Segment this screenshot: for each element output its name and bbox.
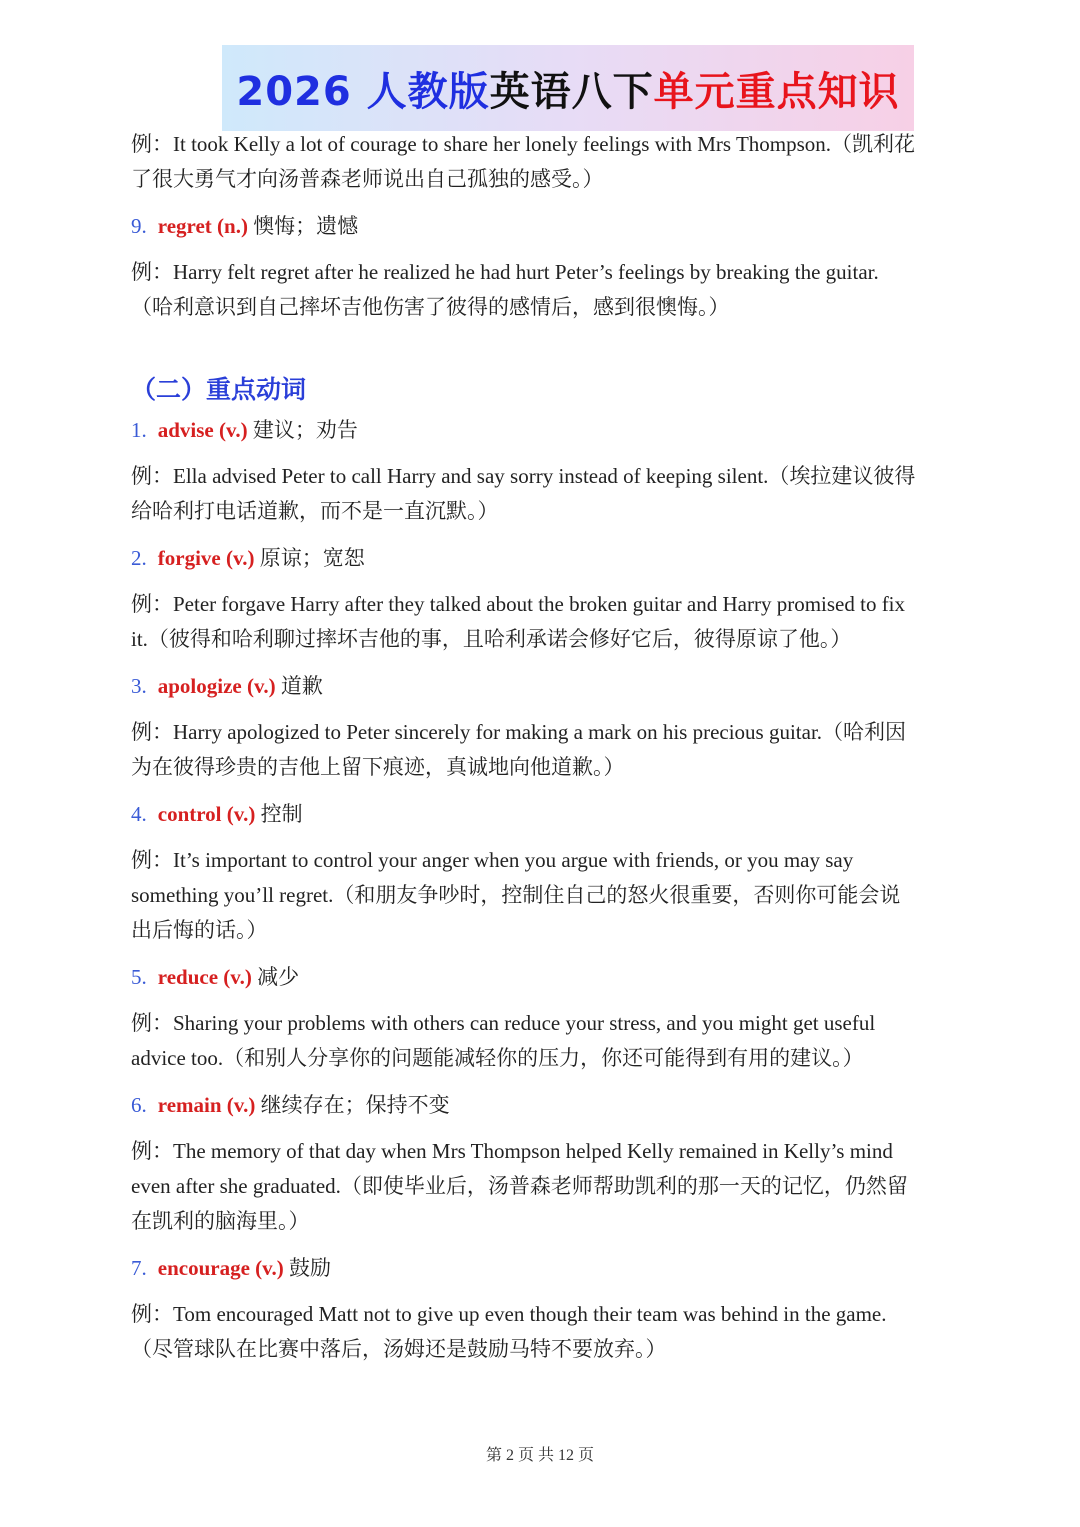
vocab-item-remain [131, 1088, 450, 1123]
vocab-item-regret [131, 209, 358, 244]
example-line: 例：Ella advised Peter to call Harry and say sorry instead of keeping silent.（埃拉建议彼得 [131, 464, 916, 488]
example-line: 例：Tom encouraged Matt not to give up even though their team was behind in the game. [131, 1302, 887, 1326]
item-word: advise (v.) [157, 418, 248, 442]
item-number: 2. [131, 546, 147, 570]
title-banner [222, 45, 914, 131]
example-line: 例：Peter forgave Harry after they talked about the broken guitar and Harry promised to fix [131, 592, 906, 616]
example-line: something you’ll regret.（和朋友争吵时，控制住自己的怒火很重要，否则你可能会说 [131, 883, 901, 907]
item-meaning: 懊悔；遗憾 [253, 214, 359, 238]
example-line: 为在彼得珍贵的吉他上留下痕迹，真诚地向他道歉。） [131, 755, 625, 779]
item-word: apologize (v.) [157, 674, 276, 698]
example-line: （哈利意识到自己摔坏吉他伤害了彼得的感情后，感到很懊悔。） [131, 295, 730, 319]
vocab-item-forgive [131, 541, 365, 576]
item-word: regret (n.) [157, 214, 248, 238]
item-number: 1. [131, 418, 147, 442]
example-line: 例：The memory of that day when Mrs Thompson helped Kelly remained in Kelly’s mind [131, 1139, 893, 1163]
page-number: 第 2 页 共 12 页 [485, 1447, 594, 1464]
item-number: 5. [131, 965, 147, 989]
item-number: 9. [131, 214, 147, 238]
item-word: remain (v.) [157, 1093, 256, 1117]
item-word: reduce (v.) [157, 965, 252, 989]
item-meaning: 道歉 [280, 674, 323, 698]
vocab-item-encourage [131, 1251, 331, 1286]
example-line: 了很大勇气才向汤普森老师说出自己孤独的感受。） [131, 167, 604, 191]
item-meaning: 原谅；宽恕 [259, 546, 365, 570]
example-line: 例：It’s important to control your anger when you argue with friends, or you may say [131, 848, 854, 872]
item-meaning: 控制 [260, 802, 303, 826]
example-line: 例：Harry felt regret after he realized he had hurt Peter’s feelings by breaking the guitar. [131, 260, 879, 284]
vocab-item-advise [131, 413, 358, 448]
item-word: control (v.) [157, 802, 256, 826]
example-line: 在凯利的脑海里。） [131, 1209, 310, 1233]
title-part-1: 2026 人教版 [236, 68, 490, 115]
item-number: 7. [131, 1256, 147, 1280]
item-meaning: 继续存在；保持不变 [260, 1093, 450, 1117]
item-meaning: 鼓励 [288, 1256, 331, 1280]
section-heading: （二）重点动词 [131, 375, 307, 404]
item-word: forgive (v.) [157, 546, 255, 570]
item-meaning: 减少 [257, 965, 300, 989]
item-number: 3. [131, 674, 147, 698]
example-line: advice too.（和别人分享你的问题能减轻你的压力，你还可能得到有用的建议。） [131, 1046, 864, 1070]
example-line: 给哈利打电话道歉，而不是一直沉默。） [131, 499, 499, 523]
example-line: 例：Sharing your problems with others can reduce your stress, and you might get useful [131, 1011, 876, 1035]
vocab-item-reduce [131, 960, 299, 995]
item-word: encourage (v.) [157, 1256, 284, 1280]
item-meaning: 建议；劝告 [252, 418, 358, 442]
example-line: even after she graduated.（即使毕业后，汤普森老师帮助凯利的那一天的记忆，仍然留 [131, 1174, 908, 1198]
item-number: 6. [131, 1093, 147, 1117]
example-line: 例：It took Kelly a lot of courage to share her lonely feelings with Mrs Thompson.（凯利花 [131, 132, 916, 156]
vocab-item-apologize [131, 669, 323, 704]
title-part-2: 英语八下 [489, 68, 654, 115]
example-line: 例：Harry apologized to Peter sincerely for making a mark on his precious guitar.（哈利因 [131, 720, 907, 744]
item-number: 4. [131, 802, 147, 826]
title-part-3: 单元重点知识 [653, 68, 900, 115]
example-line: （尽管球队在比赛中落后，汤姆还是鼓励马特不要放弃。） [131, 1337, 667, 1361]
vocab-item-control [131, 797, 303, 832]
example-line: it.（彼得和哈利聊过摔坏吉他的事，且哈利承诺会修好它后，彼得原谅了他。） [131, 627, 852, 651]
example-line: 出后悔的话。） [131, 918, 268, 942]
